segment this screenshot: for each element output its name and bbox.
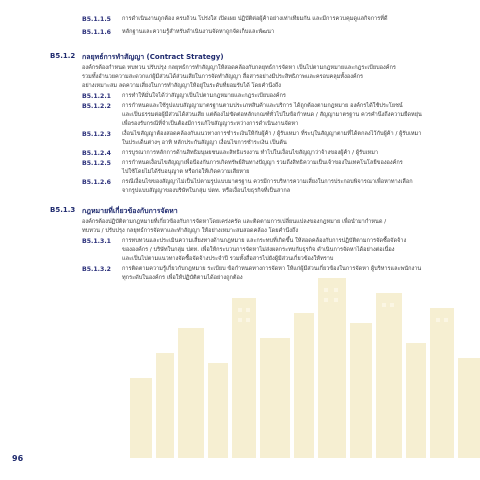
item-number: B5.1.2.6	[82, 179, 111, 186]
item-text: จากรูปแบบสัญญาของบริษัทในกลุ่ม ปตท. หรือเงื่อนไขธุรกิจที่เป็นสากล	[122, 188, 291, 194]
item-text: ทุกระดับในองค์กร เพื่อให้ปฏิบัติตามได้อย่างถูกต้อง	[122, 275, 243, 281]
item-text: การทำให้มั่นใจได้ว่าสัญญาเป็นไปตามกฎหมายและกฎระเบียบองค์กร	[122, 93, 286, 99]
section-intro-line: องค์กรต้องกำหนด ทบทวน ปรับปรุง กลยุทธ์การทำสัญญาให้สอดคล้องกับกลยุทธ์การจัดหา เป็นไปตามกฎหมายและกฎระเบียบองค์กร	[82, 65, 396, 71]
item-number: B5.1.1.5	[82, 16, 111, 23]
item-text: เงื่อนไขสัญญาต้องสอดคล้องกับแนวทางการชำระเงินให้กับผู้ค้า / ผู้รับเหมา ที่ระบุในสัญญาตามที่ได้ตกลงไว้กับผู้ค้า / ผู้รับเหมา	[122, 131, 422, 137]
item-text: เพื่อรองรับกรณีที่จำเป็นต้องมีการแก้ไขสัญญาระหว่างการดำเนินงานจัดหา	[122, 121, 299, 127]
item-text: การบูรณาการหลักการด้านสิทธิมนุษยชนและสิทธิแรงงาน ทำไปในเงื่อนไขสัญญาว่าจ้างของผู้ค้า / ผู้รับเหมา	[122, 150, 379, 156]
section-intro-line: องค์กรต้องปฏิบัติตามกฎหมายที่เกี่ยวข้องกับการจัดหาโดยเคร่งครัด และติดตามการเปลี่ยนแปลงของกฎหมาย เพื่อนำมากำหนด /	[82, 219, 387, 225]
item-number: B5.1.3.1	[82, 238, 111, 245]
section-title: กฎหมายที่เกี่ยวข้องกับการจัดหา	[82, 207, 178, 215]
item-number: B5.1.1.6	[82, 29, 111, 36]
item-text: การติดตามความรู้เกี่ยวกับกฎหมาย ระเบียบ ข้อกำหนดทางการจัดหา ให้แก่ผู้มีส่วนเกี่ยวข้องในการจัดหา ผู้บริหารและพนักงาน	[122, 266, 422, 272]
item-number: B5.1.2.5	[82, 160, 111, 167]
item-text: การกำหนดเงื่อนไขสัญญาเพื่อป้องกันการเกิดทรัพย์สินทางปัญญา รวมถึงสิทธิความเป็นเจ้าของในเทคโนโลยีขององค์กร	[122, 160, 403, 166]
section-number: B5.1.2	[50, 52, 76, 60]
item-text: ขององค์กร / บริษัทในกลุ่ม ปตท. เพื่อให้กระบวนการจัดหาไม่ส่งผลกระทบกับธุรกิจ ดำเนินการจัดหาได้อย่างต่อเนื่อง	[122, 247, 395, 253]
item-number: B5.1.2.3	[82, 131, 111, 138]
item-text: การดำเนินงานถูกต้อง ครบถ้วน โปร่งใส เปิดเผย ปฏิบัติต่อผู้ค้าอย่างเท่าเทียมกัน และมีการควบคุมดูแลกิจการที่ดี	[122, 16, 388, 22]
item-text: ในประเด็นต่างๆ อาทิ หลักประกันสัญญา เงื่อนไขการชำระเงิน เป็นต้น	[122, 140, 287, 146]
city-skyline-watermark	[120, 258, 480, 458]
item-text: และเป็นธรรมต่อผู้มีส่วนได้ส่วนเสีย แต่ต้องไม่ขัดต่อหลักเกณฑ์ทั่วไปในข้อกำหนด / สัญญามาตรฐาน ควรคำนึงถึงความยืดหยุ่น	[122, 112, 422, 118]
item-text: หลักฐานและความรู้สำหรับดำเนินงานจัดหาถูกจัดเก็บและพัฒนา	[122, 29, 275, 35]
section-intro-line: รวมทั้งอำนวยความสะดวกแก่ผู้มีส่วนได้ส่วนเสียในการจัดทำสัญญา สื่อสารอย่างมีประสิทธิภาพและครอบคลุมทั้งองค์กร	[82, 74, 364, 80]
item-number: B5.1.3.2	[82, 266, 111, 273]
section-title: กลยุทธ์การทำสัญญา (Contract Strategy)	[82, 53, 224, 61]
item-text: การทบทวนและประเมินความเสี่ยงทางด้านกฎหมาย และกระทบที่เกิดขึ้น ให้สอดคล้องกับการปฏิบัติตามการจัดซื้อจัดจ้าง	[122, 238, 407, 244]
item-number: B5.1.2.4	[82, 150, 111, 157]
item-number: B5.1.2.2	[82, 103, 111, 110]
section-number: B5.1.3	[50, 206, 76, 214]
section-intro-line: ทบทวน / ปรับปรุง กลยุทธ์การจัดหาและทำสัญญา ให้อย่างเหมาะสมสอดคล้อง โดยคำนึงถึง	[82, 228, 299, 234]
item-number: B5.1.2.1	[82, 93, 111, 100]
page-number: 96	[12, 454, 24, 463]
item-text: การกำหนดและใช้รูปแบบสัญญามาตรฐานตามประเภทสินค้าและบริการ ได้ถูกต้องตามกฎหมาย องค์กรได้ใช้ประโยชน์	[122, 103, 403, 109]
item-text: กรณีเงื่อนไขของสัญญาไม่เป็นไปตามรูปแบบมาตรฐาน ควรมีการบริหารความเสี่ยงในการประกอบพิจารณาเพื่อหาทางเลือก	[122, 179, 413, 185]
section-intro-line: อย่างเหมาะสม ลดความเสี่ยงในการทำสัญญาให้อยู่ในระดับที่ยอมรับได้ โดยคำนึงถึง	[82, 83, 281, 89]
item-text: ไปใช้โดยไม่ได้รับอนุญาต หรือก่อให้เกิดความเสียหาย	[122, 169, 250, 175]
item-text: และเป็นไปตามแนวทางจัดซื้อจัดจ้างประจำปี รวมทั้งสื่อสารไปยังผู้มีส่วนเกี่ยวข้องให้ทราบ	[122, 256, 334, 262]
